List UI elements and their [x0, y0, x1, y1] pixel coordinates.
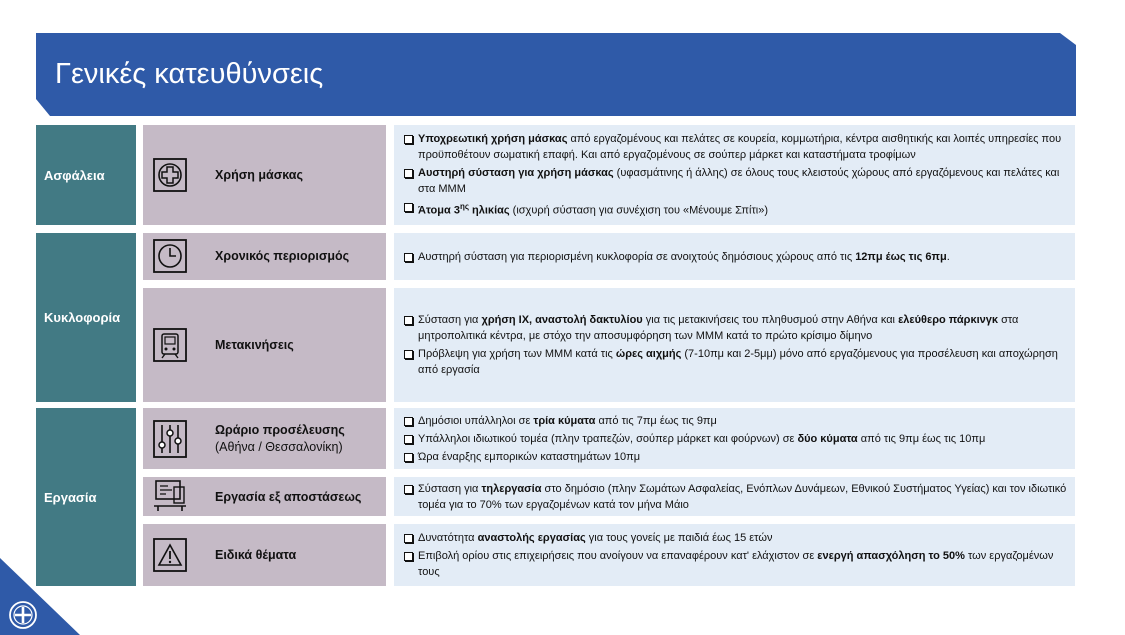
bullet-text: Υποχρεωτική χρήση μάσκας	[418, 133, 568, 146]
bullet-text: Σύσταση για	[418, 482, 482, 495]
bullet-text: τρία κύματα	[533, 414, 596, 427]
bullet-text: .	[946, 250, 950, 263]
bullet-text: ελεύθερο πάρκινγκ	[898, 314, 999, 326]
train-icon	[152, 327, 188, 363]
bullet-text: των εργαζομένων τους	[418, 550, 1054, 578]
row-title: Χρονικός περιορισμός	[215, 249, 350, 263]
clock-icon	[152, 238, 188, 274]
warning-icon	[152, 537, 188, 573]
bullet-text: δύο κύματα	[797, 432, 858, 445]
bullet-text: Σύσταση για	[418, 314, 482, 326]
row-label-movements	[143, 288, 386, 402]
row-title: Εργασία εξ αποστάσεως	[215, 490, 362, 504]
category-safety: Ασφάλεια	[36, 125, 136, 225]
bullet-text: ενεργή απασχόληση το 50%	[817, 550, 965, 562]
bullet-text: από τις 9πμ έως τις 10πμ	[857, 432, 986, 445]
bullet-text: χρήση ΙΧ, αναστολή δακτυλίου	[481, 314, 643, 326]
computer-desk-icon	[152, 478, 188, 514]
row-detail-mask	[394, 125, 1075, 225]
bullet-text: (ισχυρή σύσταση για συνέχιση του «Μένουμε Σπίτι»)	[509, 204, 769, 217]
bullet-text: αναστολής εργασίας	[477, 532, 586, 544]
bullet-item	[404, 413, 1067, 429]
bullet-text: (υφασμάτινης ή άλλης) σε όλους τους κλειστούς χώρους από εργαζόμενους και πελάτες και στα ΜΜΜ	[418, 167, 1060, 196]
bullet-item	[404, 346, 1067, 378]
row-detail-remote-work	[394, 477, 1075, 516]
bullet-text: Δυνατότητα	[418, 532, 478, 544]
row-detail-arrival-schedule	[394, 408, 1075, 469]
category-work: Εργασία	[36, 408, 136, 586]
bullet-item	[404, 199, 1067, 219]
bullet-text: στο δημόσιο (πλην Σωμάτων Ασφαλείας, Ενόπλων Δυνάμεων, Εθνικού Συστήματος Υγείας) και τον ιδιωτικό τομέα για το 70% των εργαζομένων κατά τον μήνα Μάιο	[418, 482, 1067, 511]
bullet-text: Υπάλληλοι ιδιωτικού τομέα (πλην τραπεζών, σούπερ μάρκετ και φούρνων) σε	[418, 432, 798, 445]
bullet-item	[404, 481, 1067, 513]
row-title: Μετακινήσεις	[215, 338, 294, 352]
bullet-item	[404, 449, 1067, 465]
category-traffic: Κυκλοφορία	[36, 233, 136, 402]
bullet-item	[404, 431, 1067, 447]
bullet-item	[404, 548, 1067, 580]
row-detail-time-restriction	[394, 233, 1075, 280]
bullet-text: τηλεργασία	[481, 482, 542, 495]
bullet-text: Αυστηρή σύσταση για περιορισμένη κυκλοφορία σε ανοιχτούς δημόσιους χώρους από τις	[418, 250, 856, 263]
bullet-text: για τους γονείς με παιδιά έως 15 ετών	[585, 532, 773, 544]
bullet-text: από τις 7πμ έως τις 9πμ	[595, 414, 717, 427]
row-label-special-issues	[143, 524, 386, 586]
bullet-text: στα μητροπολιτικά κέντρα, με στόχο την αποσυμφόρηση των ΜΜΜ κατά το πρώτο κρίσιμο δίμηνο	[418, 314, 1019, 342]
sliders-icon	[152, 419, 188, 459]
bullet-text: Ώρα έναρξης εμπορικών καταστημάτων 10πμ	[418, 450, 641, 463]
bullet-text: για τις μετακινήσεις του πληθυσμού στην Αθήνα και	[642, 314, 899, 326]
row-label-time-restriction	[143, 233, 386, 280]
bullet-text: ώρες αιχμής	[615, 348, 682, 360]
bullet-text: Πρόβλεψη για χρήση των ΜΜΜ κατά τις	[418, 348, 616, 360]
page-title: Γενικές κατευθύνσεις	[55, 58, 324, 90]
row-subtitle: (Αθήνα / Θεσσαλονίκη)	[215, 440, 343, 454]
medical-cross-icon	[152, 157, 188, 193]
bullet-text: (7-10πμ και 2-5μμ) μόνο από εργαζόμενους για προσέλευση και αποχώρηση από εργασία	[418, 348, 1058, 376]
bullet-text: ης	[459, 202, 469, 212]
row-label-arrival-schedule	[143, 408, 386, 469]
bullet-text: 12πμ έως τις 6πμ	[855, 250, 947, 263]
bullet-item	[404, 312, 1067, 344]
row-title: Ωράριο προσέλευσης (Αθήνα / Θεσσαλονίκη)	[215, 423, 345, 454]
row-detail-special-issues	[394, 524, 1075, 586]
row-detail-movements	[394, 288, 1075, 402]
bullet-text: Δημόσιοι υπάλληλοι σε	[418, 414, 534, 427]
bullet-item	[404, 131, 1067, 163]
row-label-remote-work	[143, 477, 386, 516]
row-label-mask	[143, 125, 386, 225]
bullet-text: από εργαζομένους και πελάτες σε κουρεία, κομμωτήρια, κέντρα αισθητικής και λοιπές υπηρεσίες που προϋποθέτουν σωματική επαφή. Και από εργαζομένους σε σούπερ μάρκετ και καταστήματα τροφίμων	[418, 133, 1062, 162]
greek-emblem-icon	[8, 600, 38, 630]
bullet-text: Αυστηρή σύσταση για χρήση μάσκας	[418, 167, 614, 180]
row-title: Χρήση μάσκας	[215, 168, 303, 182]
bullet-item	[404, 165, 1067, 197]
bullet-text: Επιβολή ορίου στις επιχειρήσεις που ανοίγουν να επαναφέρουν κατ' ελάχιστον σε	[418, 550, 818, 562]
bullet-item	[404, 530, 1067, 546]
row-title: Ειδικά θέματα	[215, 548, 297, 562]
bullet-text: Άτομα 3	[418, 204, 460, 217]
bullet-item	[404, 249, 1067, 265]
bullet-text: ηλικίας	[468, 204, 510, 217]
